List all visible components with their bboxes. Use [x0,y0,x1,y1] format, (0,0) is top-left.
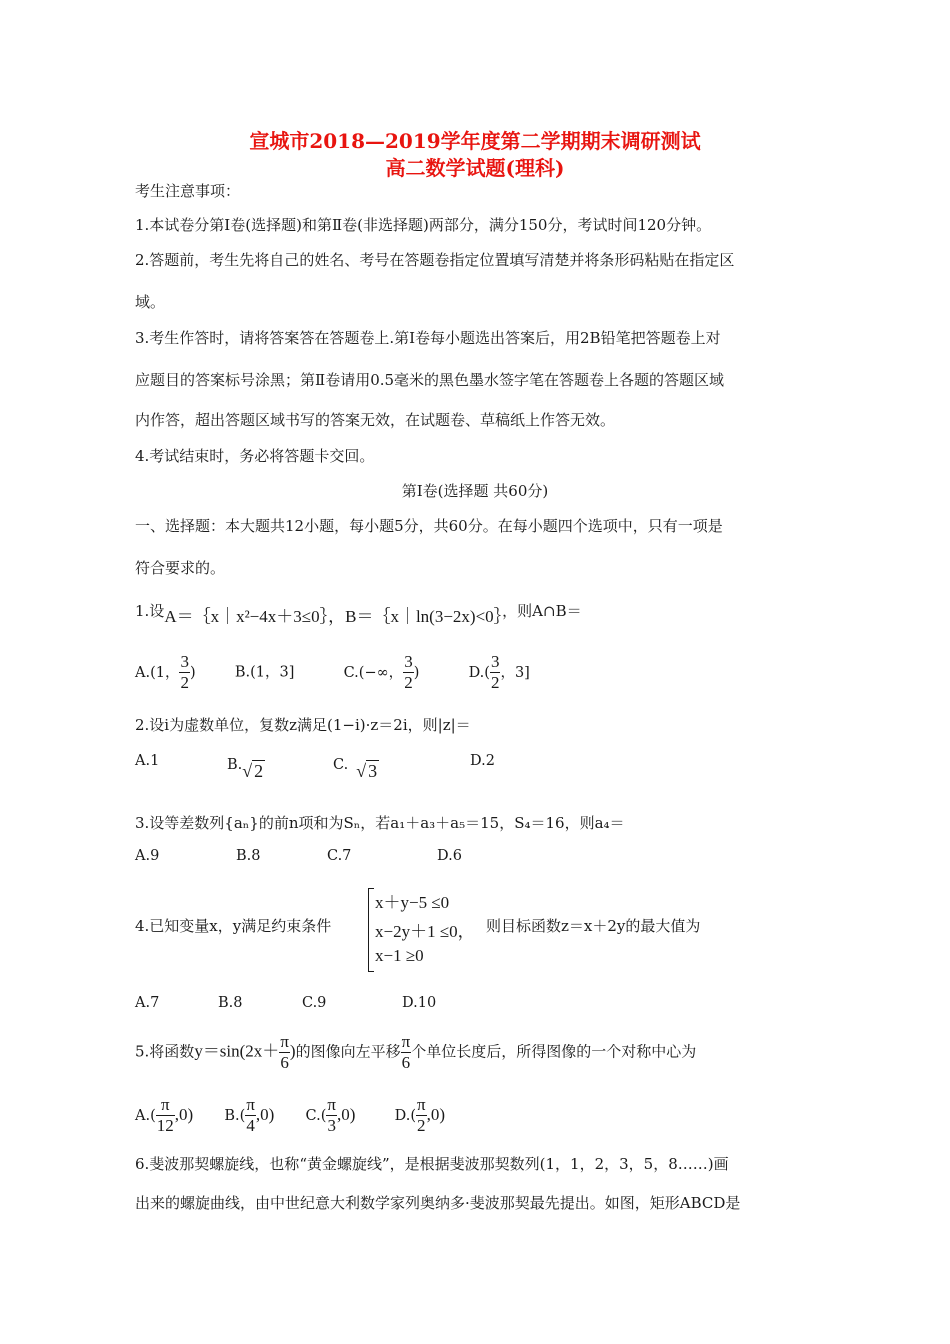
section-heading: 第Ⅰ卷(选择题 共60分) [401,482,549,500]
question-3: 3.设等差数列{aₙ}的前n项和为Sₙ，若a₁＋a₃＋a₅＝15，S₄＝16，则a₄＝ [135,814,625,832]
question-5: 5.将函数y＝sin(2x＋ $\frac{\pi}{6}$ )的图像向左平移 $\frac{\pi}{6}$ 个单位长度后，所得图像的一个对称中心为 [135,1032,697,1072]
q1-suffix: ，则A∩B＝ [502,602,582,620]
q5-option-b: B.( $\frac{\pi}{4}$ ,0) [224,1095,275,1135]
q5-option-d: D.( $\frac{\pi}{2}$ ,0) [394,1095,446,1135]
q1-option-a: A.(1， $\frac{3}{2}$ ) [135,652,196,692]
section-intro-line1: 一、选择题：本大题共12小题，每小题5分，共60分。在每小题四个选项中，只有一项是 [135,517,723,535]
q2-option-c: C. √ 3 [333,757,378,781]
q2-option-b: B.√ 2 [227,757,264,781]
q1-prefix: 1.设 [135,602,165,620]
q4-constraint-2: x−2y＋1 ≤0， [375,922,475,941]
notice-heading: 考生注意事项： [135,182,241,200]
q2-option-d: D.2 [470,753,495,769]
q1-option-d: D.( $\frac{3}{2}$ ，3] [468,652,530,692]
question-2: 2.设i为虚数单位，复数z满足(1−i)·z＝2i，则|z|＝ [135,716,471,734]
question-4-suffix: 则目标函数z＝x＋2y的最大值为 [486,917,701,935]
q3-option-c: C.7 [327,848,352,864]
q4-constraint-3: x−1 ≥0 [375,946,424,965]
q4-option-b: B.8 [218,995,243,1011]
q4-option-d: D.10 [402,995,437,1011]
constraint-brace [368,888,374,972]
q3-option-b: B.8 [236,848,261,864]
notice-item-3-line3: 内作答，超出答题区域书写的答案无效，在试题卷、草稿纸上作答无效。 [135,411,616,429]
q1-option-b: B.(1，3] [234,664,295,681]
notice-item-3-line2: 应题目的答案标号涂黑；第Ⅱ卷请用0.5毫米的黑色墨水签字笔在答题卷上各题的答题区域 [135,371,725,389]
q1-option-c: C.(−∞， $\frac{3}{2}$ ) [343,652,420,692]
q3-option-a: A.9 [135,848,160,864]
exam-title-line1: 宣城市2018—2019学年度第二学期期末调研测试 [249,129,701,153]
q5-option-a: A.( $\frac{\pi}{12}$ ,0) [135,1095,194,1135]
notice-item-2-line1: 2.答题前，考生先将自己的姓名、考号在答题卷指定位置填写清楚并将条形码粘贴在指定区 [135,251,735,269]
question-6-line1: 6.斐波那契螺旋线，也称“黄金螺旋线”，是根据斐波那契数列(1，1，2，3，5，8……)画 [135,1155,729,1173]
notice-item-2-line2: 域。 [135,293,166,311]
q2-option-a: A.1 [135,753,160,769]
q5-options [135,1095,445,1136]
question-1 [135,596,582,626]
q4-constraint-1: x＋y−5 ≤0 [375,893,450,912]
q4-option-c: C.9 [302,995,327,1011]
q3-option-d: D.6 [437,848,462,864]
q5-option-c: C.( $\frac{\pi}{3}$ ,0) [305,1095,356,1135]
notice-item-3-line1: 3.考生作答时，请将答案答在答题卷上.第Ⅰ卷每小题选出答案后，用2B铅笔把答题卷上对 [135,329,721,347]
exam-title-line2: 高二数学试题(理科) [385,156,565,180]
notice-item-1: 1.本试卷分第Ⅰ卷(选择题)和第Ⅱ卷(非选择题)两部分，满分150分，考试时间120分钟。 [135,216,712,234]
q4-option-a: A.7 [135,995,160,1011]
q1-options [135,652,530,693]
question-6-line2: 出来的螺旋曲线，由中世纪意大利数学家列奥纳多·斐波那契最先提出。如图，矩形ABCD是 [135,1194,741,1212]
notice-item-4: 4.考试结束时，务必将答题卡交回。 [135,447,375,465]
q1-sets: A＝｛x｜x²−4x＋3≤0｝，B＝｛x｜ln(3−2x)<0｝ [164,607,503,626]
question-4-prefix: 4.已知变量x，y满足约束条件 [135,917,332,935]
section-intro-line2: 符合要求的。 [135,559,226,577]
